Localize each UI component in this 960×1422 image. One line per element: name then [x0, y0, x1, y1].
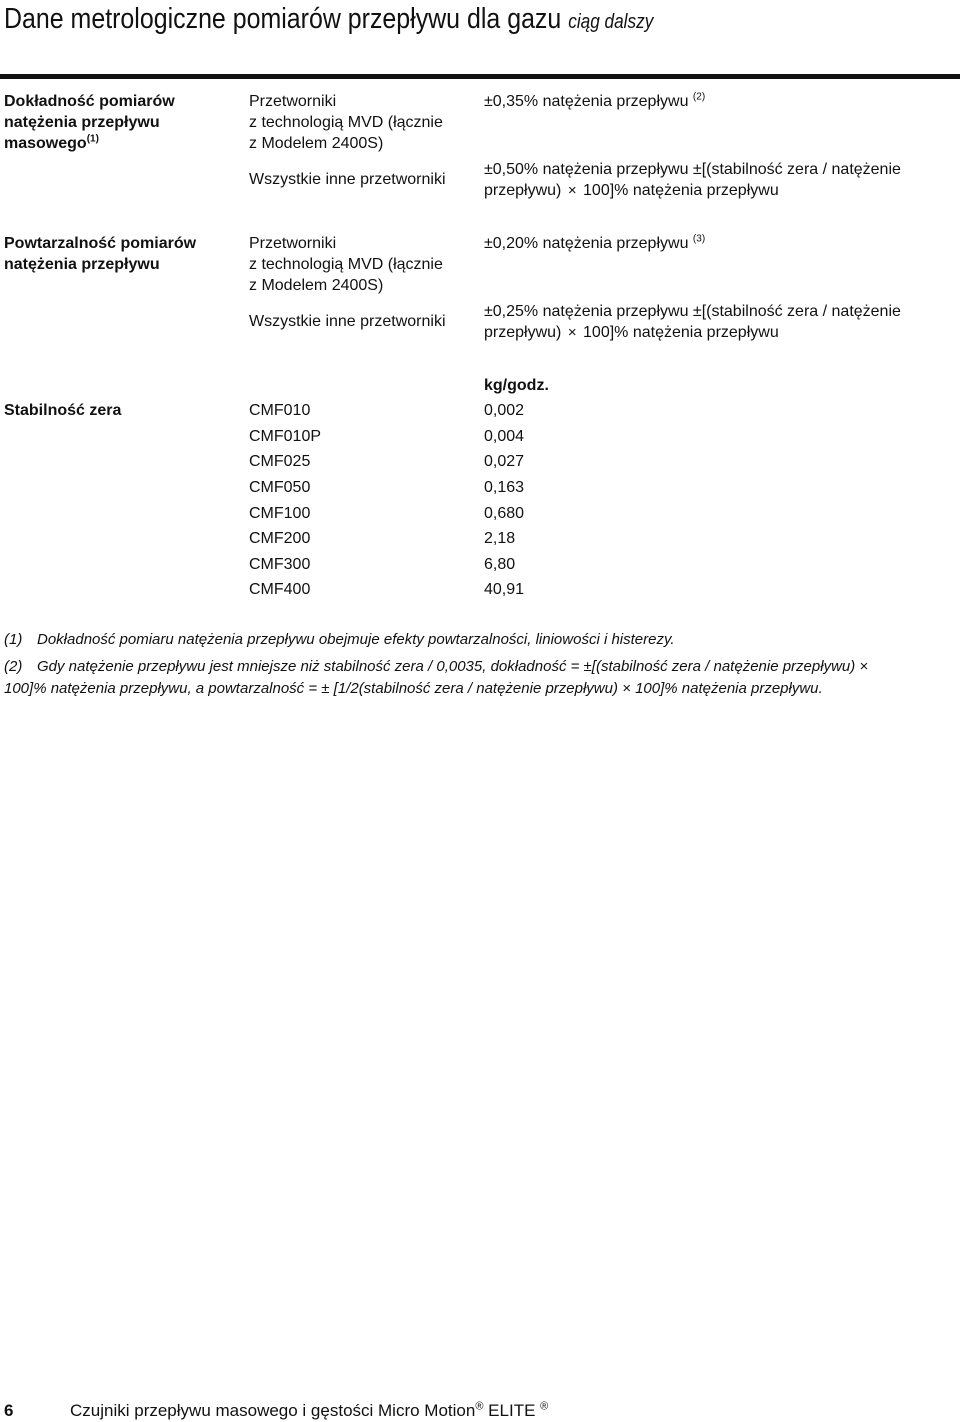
accuracy-label-line: Dokładność pomiarów [4, 93, 175, 110]
mvd-label-line: z Modelem 2400S) [249, 135, 384, 152]
repeatability-other-label: Wszystkie inne przetworniki [249, 313, 446, 330]
zero-model: CMF200 [249, 530, 311, 547]
accuracy-label [4, 91, 234, 154]
mvd-label-line: z technologią MVD (łącznie [249, 256, 443, 273]
header-rule [0, 74, 960, 79]
zero-value: 0,163 [484, 479, 525, 496]
accuracy-other-value-line [484, 180, 954, 201]
zero-stability-unit: kg/godz. [484, 377, 549, 394]
footnote-ref: (2) [692, 91, 706, 103]
zero-value: 6,80 [484, 556, 516, 573]
repeatability-label-line: natężenia przepływu [4, 256, 160, 273]
document-title-text: Czujniki przepływu masowego i gęstości Micro Motion [70, 1401, 476, 1420]
accuracy-other-label: Wszystkie inne przetworniki [249, 171, 446, 188]
footnote-text: Dokładność pomiaru natężenia przepływu obejmuje efekty powtarzalności, liniowości i histerezy. [37, 631, 675, 648]
page-number: 6 [4, 1401, 14, 1420]
footnote-ref: (3) [692, 233, 706, 245]
accuracy-mvd-value [484, 91, 954, 112]
footnote-line: Gdy natężenie przepływu jest mniejsze niż stabilność zera / 0,0035, dokładność = ±[(stabilność zera / natężenie przepływu) × [37, 658, 869, 675]
accuracy-label-line [4, 133, 234, 154]
repeatability-label-line: Powtarzalność pomiarów [4, 235, 197, 252]
accuracy-other-value-line: ±0,50% natężenia przepływu ±[(stabilność zera / natężenie [484, 161, 901, 178]
zero-model: CMF100 [249, 505, 311, 522]
footnote-number: (2) [4, 658, 23, 675]
repeatability-other-value-line: ±0,25% natężenia przepływu ±[(stabilność zera / natężenie [484, 303, 901, 320]
mvd-label-line: Przetworniki [249, 235, 337, 252]
footnote-text [37, 656, 956, 678]
mvd-label-line: Przetworniki [249, 93, 337, 110]
zero-stability-label: Stabilność zera [4, 402, 122, 419]
times-sign: × [567, 324, 577, 341]
zero-model: CMF010 [249, 402, 311, 419]
zero-value: 0,002 [484, 402, 525, 419]
repeatability-mvd-value-text: ±0,20% natężenia przepływu [484, 235, 689, 252]
registered-mark: ® [540, 1400, 549, 1413]
zero-model: CMF010P [249, 428, 322, 445]
value-text: przepływu) [484, 182, 562, 199]
zero-value: 0,027 [484, 453, 525, 470]
accuracy-mvd-value-text: ±0,35% natężenia przepływu [484, 93, 689, 110]
repeatability-mvd-label [249, 233, 474, 296]
title-continued: ciąg dalszy [568, 11, 654, 33]
brand-name: ELITE [488, 1401, 536, 1420]
page-title [4, 2, 823, 39]
zero-model: CMF300 [249, 556, 311, 573]
mvd-label-line: z technologią MVD (łącznie [249, 114, 443, 131]
mvd-label-line: z Modelem 2400S) [249, 277, 384, 294]
title-text: Dane metrologiczne pomiarów przepływu dla gazu [4, 3, 562, 35]
registered-mark: ® [475, 1400, 484, 1413]
page-footer [4, 1400, 549, 1422]
zero-model: CMF400 [249, 581, 311, 598]
times-sign: × [567, 182, 577, 199]
zero-value: 0,004 [484, 428, 525, 445]
zero-value: 2,18 [484, 530, 516, 547]
zero-model: CMF050 [249, 479, 311, 496]
zero-model: CMF025 [249, 453, 311, 470]
footnote-line: 100]% natężenia przepływu, a powtarzalność = ± [1/2(stabilność zera / natężenie przepływu) × 100]% natężenia przepływu. [4, 680, 823, 697]
footnote-number: (1) [4, 631, 23, 648]
zero-value: 40,91 [484, 581, 525, 598]
footnote-ref: (1) [86, 133, 99, 145]
value-text: 100]% natężenia przepływu [583, 324, 779, 341]
accuracy-label-line: natężenia przepływu [4, 114, 160, 131]
repeatability-label [4, 233, 234, 275]
accuracy-label-text: masowego [4, 135, 87, 152]
document-title [70, 1400, 548, 1422]
footnote-continuation [4, 678, 956, 700]
value-text: przepływu) [484, 324, 562, 341]
repeatability-other-value [484, 301, 954, 343]
value-text: 100]% natężenia przepływu [583, 182, 779, 199]
repeatability-other-value-line [484, 322, 954, 343]
zero-value: 0,680 [484, 505, 525, 522]
accuracy-mvd-label [249, 91, 474, 154]
accuracy-other-value [484, 159, 954, 201]
repeatability-mvd-value [484, 233, 954, 254]
